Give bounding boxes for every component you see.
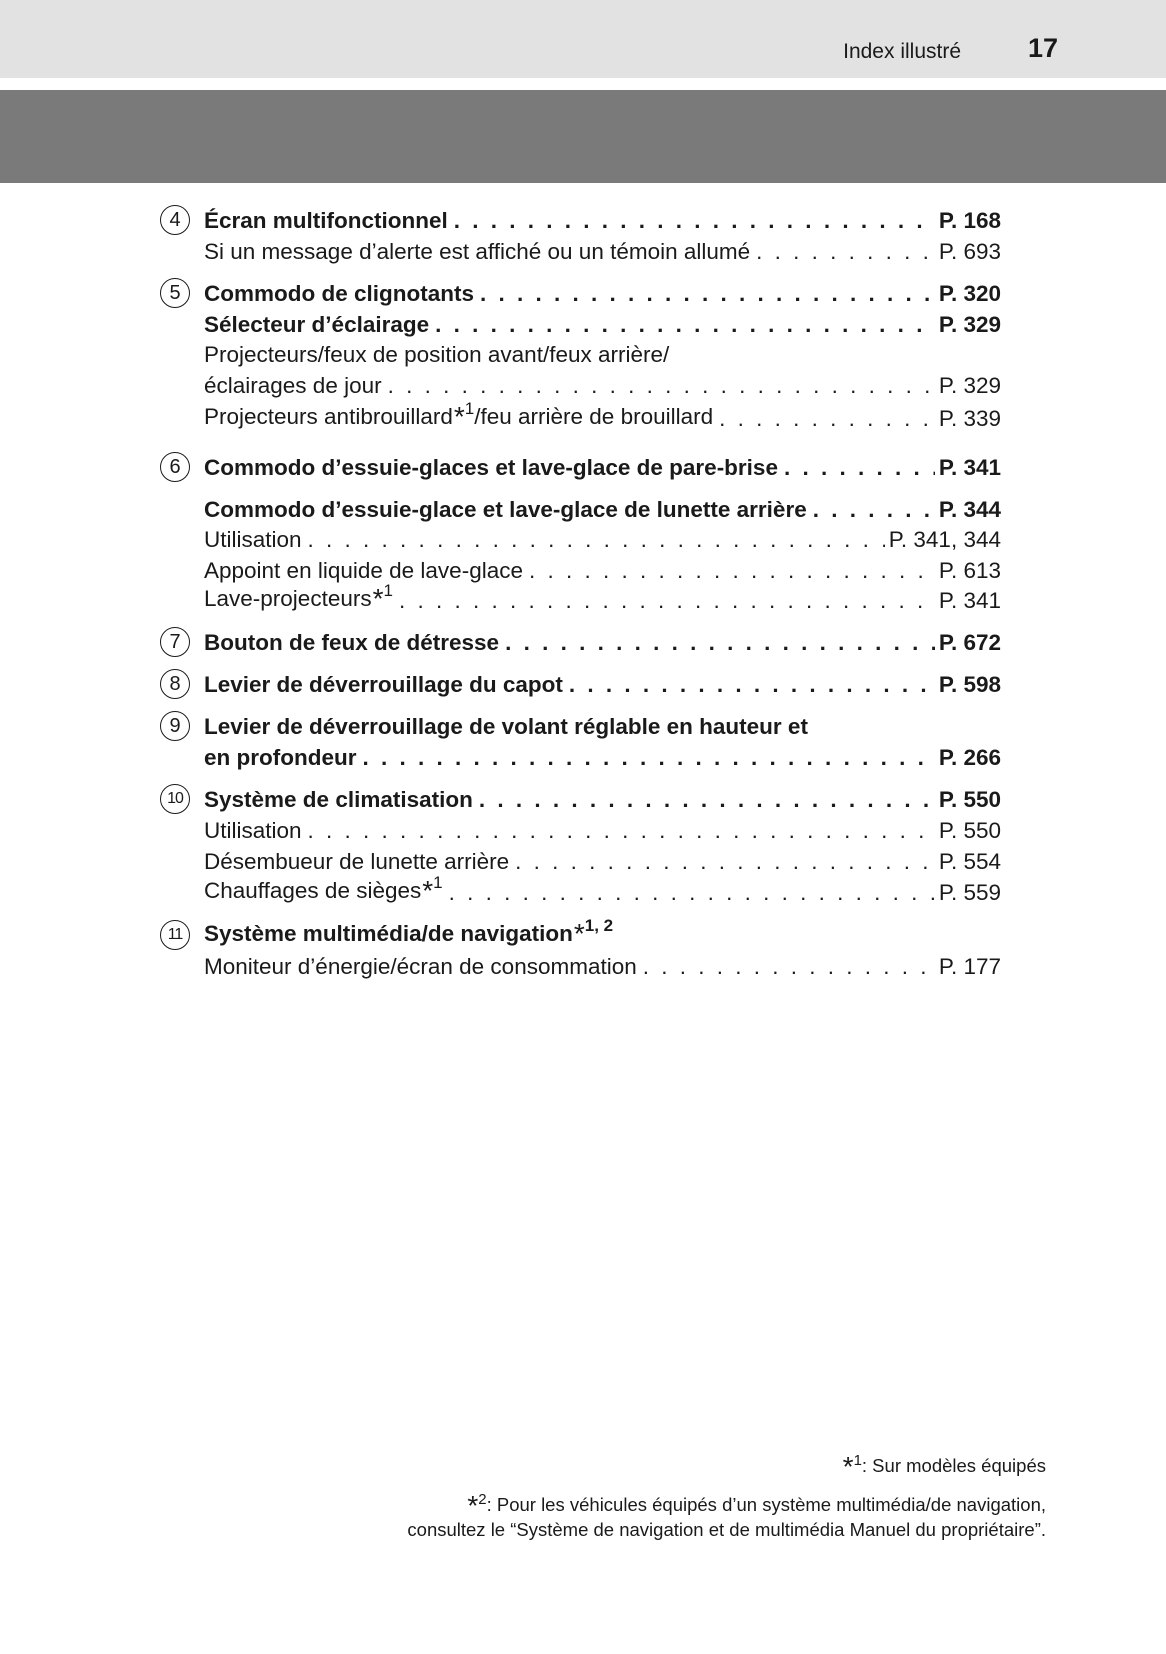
page-reference[interactable]: P. 598	[938, 672, 1001, 697]
asterisk-icon: *	[467, 1490, 479, 1521]
index-entry	[204, 711, 1001, 741]
leader-dots	[480, 280, 935, 308]
entry-label-text: Commodo d’essuie-glace et lave-glace de lunette arrière	[204, 497, 807, 522]
index-entry	[204, 669, 1001, 699]
page-reference[interactable]: P. 341, 344	[888, 527, 1001, 552]
leader-dots	[643, 953, 935, 981]
index-entry	[204, 309, 1001, 339]
asterisk-icon: *	[453, 401, 465, 432]
entry-label-text: Bouton de feux de détresse	[204, 630, 500, 655]
entry-label-text: Levier de déverrouillage du capot	[204, 672, 563, 697]
entry-label-text: Moniteur d’énergie/écran de consommation	[204, 954, 637, 979]
page-reference[interactable]: P. 693	[938, 239, 1001, 264]
footnote-2-line2: consultez le “Système de navigation et de multimédia Manuel du propriétaire”.	[407, 1519, 1046, 1540]
index-entry	[204, 742, 1001, 772]
entry-label	[204, 744, 357, 772]
entry-label-text: Chauffages de sièges	[204, 878, 422, 903]
entry-label	[204, 671, 563, 699]
entry-label	[204, 372, 382, 400]
entry-label	[204, 311, 429, 339]
leader-dots	[435, 311, 935, 339]
leader-dots	[529, 557, 935, 585]
footnote-ref: 1	[383, 581, 393, 600]
entry-label-text: Désembueur de lunette arrière	[204, 849, 510, 874]
entry-label-text: Commodo de clignotants	[204, 281, 474, 306]
asterisk-icon: *	[842, 1451, 854, 1482]
entry-label	[204, 817, 302, 845]
index-entry	[204, 846, 1001, 876]
leader-dots	[505, 629, 935, 657]
entry-label	[204, 207, 448, 235]
item-number-8: 8	[160, 669, 190, 699]
page-reference[interactable]: P. 320	[938, 281, 1001, 306]
leader-dots	[813, 496, 935, 524]
entry-label	[204, 918, 613, 950]
entry-label-text: Projecteurs/feux de position avant/feux arrière/	[204, 342, 670, 367]
leader-dots	[479, 786, 935, 814]
page-reference[interactable]: P. 613	[938, 558, 1001, 583]
footnote-ref: 1, 2	[584, 916, 614, 935]
entry-label	[204, 557, 523, 585]
item-number-10: 10	[160, 784, 190, 814]
item-number-11: 11	[160, 920, 190, 950]
entry-label-text: Système de climatisation	[204, 787, 473, 812]
item-number-6: 6	[160, 452, 190, 482]
entry-label	[204, 848, 509, 876]
section-title: Index illustré	[843, 40, 961, 63]
page-reference[interactable]: P. 550	[938, 818, 1001, 843]
leader-dots	[308, 817, 935, 845]
footnote-1-marker: 1	[853, 1452, 862, 1469]
entry-label	[204, 238, 750, 266]
footnote-ref: 1	[433, 873, 443, 892]
leader-dots	[454, 207, 935, 235]
page-reference[interactable]: P. 550	[938, 787, 1001, 812]
entry-label	[204, 341, 669, 369]
entry-label	[204, 786, 473, 814]
leader-dots	[308, 526, 885, 554]
entry-label	[204, 401, 713, 433]
header-dark-band	[0, 90, 1166, 183]
entry-label-text: Lave-projecteurs	[204, 586, 372, 611]
item-number-4: 4	[160, 205, 190, 235]
footnote-2	[467, 1486, 1046, 1521]
entry-label	[204, 875, 443, 907]
entry-label-text: Levier de déverrouillage de volant réglable en hauteur et	[204, 714, 808, 739]
entry-label-text: éclairages de jour	[204, 373, 382, 398]
index-entry	[204, 205, 1001, 235]
asterisk-icon: *	[372, 583, 384, 614]
index-entry	[204, 916, 1001, 950]
asterisk-icon: *	[422, 875, 434, 906]
entry-label	[204, 583, 393, 615]
footnote-2-marker: 2	[478, 1491, 487, 1508]
leader-dots	[363, 744, 935, 772]
item-number-5: 5	[160, 278, 190, 308]
footnote-2-text: : Pour les véhicules équipés d’un système multimédia/de navigation,	[486, 1494, 1046, 1515]
page-reference[interactable]: P. 672	[938, 630, 1001, 655]
footnote-1-text: : Sur modèles équipés	[861, 1455, 1046, 1476]
entry-label	[204, 629, 499, 657]
page-reference[interactable]: P. 177	[938, 954, 1001, 979]
leader-dots	[399, 587, 935, 615]
index-entry	[204, 339, 1001, 369]
index-entry	[204, 627, 1001, 657]
entry-label-text: Si un message d’alerte est affiché ou un témoin allumé	[204, 239, 751, 264]
leader-dots	[515, 848, 935, 876]
leader-dots	[569, 671, 935, 699]
entry-label-text: Écran multifonctionnel	[204, 208, 448, 233]
entry-label-text: en profondeur	[204, 745, 357, 770]
index-entry	[204, 815, 1001, 845]
page-reference[interactable]: P. 339	[938, 406, 1001, 431]
page-reference[interactable]: P. 266	[938, 745, 1001, 770]
index-entry	[204, 494, 1001, 524]
index-entry	[204, 951, 1001, 981]
index-entry	[204, 784, 1001, 814]
leader-dots	[784, 454, 935, 482]
page-reference[interactable]: P. 341	[938, 588, 1001, 613]
item-number-7: 7	[160, 627, 190, 657]
entry-label-text: Utilisation	[204, 818, 302, 843]
leader-dots	[449, 879, 935, 907]
page-reference[interactable]: P. 168	[938, 208, 1001, 233]
asterisk-icon: *	[573, 918, 585, 949]
page-reference[interactable]: P. 559	[938, 880, 1001, 905]
entry-label-text: Système multimédia/de navigation	[204, 921, 573, 946]
leader-dots	[756, 238, 935, 266]
index-entry	[204, 370, 1001, 400]
entry-label	[204, 953, 637, 981]
index-entry	[204, 236, 1001, 266]
entry-label-suffix: /feu arrière de brouillard	[474, 404, 714, 429]
index-entry	[204, 555, 1001, 585]
index-entry	[204, 873, 1001, 907]
page-reference[interactable]: P. 341	[938, 455, 1001, 480]
index-entry	[204, 278, 1001, 308]
entry-label	[204, 280, 474, 308]
header-band	[0, 0, 1166, 78]
footnote-ref: 1	[464, 399, 475, 418]
entry-label-text: Sélecteur d’éclairage	[204, 312, 430, 337]
entry-label	[204, 526, 302, 554]
entry-label	[204, 496, 807, 524]
leader-dots	[719, 405, 935, 433]
page-reference[interactable]: P. 554	[938, 849, 1001, 874]
page-number: 17	[1027, 33, 1058, 63]
index-entry	[204, 452, 1001, 482]
page-reference[interactable]: P. 329	[938, 312, 1001, 337]
entry-label	[204, 454, 778, 482]
footnote-1	[842, 1447, 1046, 1482]
entry-label-text: Projecteurs antibrouillard	[204, 404, 453, 429]
entry-label-text: Commodo d’essuie-glaces et lave-glace de pare-brise	[204, 455, 778, 480]
entry-label	[204, 713, 808, 741]
page-reference[interactable]: P. 344	[938, 497, 1001, 522]
entry-label-text: Appoint en liquide de lave-glace	[204, 558, 523, 583]
entry-label-text: Utilisation	[204, 527, 302, 552]
index-entry	[204, 524, 1001, 554]
index-entry	[204, 581, 1001, 615]
page-reference[interactable]: P. 329	[938, 373, 1001, 398]
item-number-9: 9	[160, 711, 190, 741]
index-entry	[204, 399, 1001, 433]
